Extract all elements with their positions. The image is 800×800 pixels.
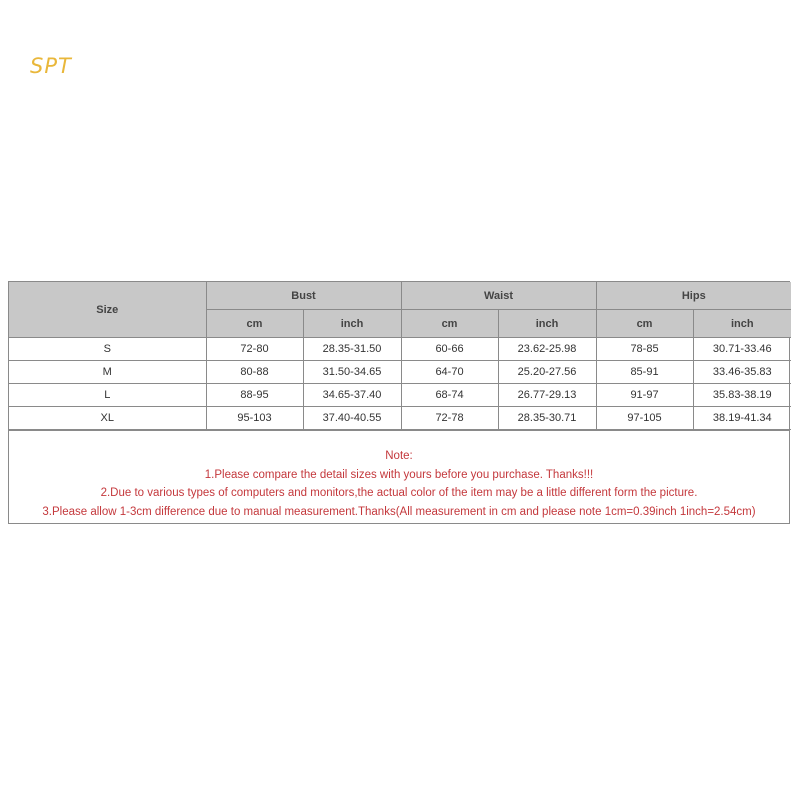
size-label: S <box>9 338 206 361</box>
size-table <box>9 282 791 430</box>
waist-header: Waist <box>401 282 596 310</box>
table-cell: 28.35-30.71 <box>498 407 596 430</box>
notes-title: Note: <box>385 450 413 462</box>
notes-section <box>9 430 789 523</box>
unit-header: cm <box>596 310 693 338</box>
unit-header: inch <box>303 310 401 338</box>
unit-header: inch <box>498 310 596 338</box>
table-cell: 80-88 <box>206 361 303 384</box>
size-label: M <box>9 361 206 384</box>
size-chart <box>8 281 790 524</box>
table-cell: 34.65-37.40 <box>303 384 401 407</box>
note-line: 2.Due to various types of computers and monitors,the actual color of the item may be a little different form the picture. <box>100 487 698 499</box>
table-cell: 31.50-34.65 <box>303 361 401 384</box>
table-cell: 37.40-40.55 <box>303 407 401 430</box>
table-row <box>9 384 791 407</box>
table-cell: 72-80 <box>206 338 303 361</box>
table-row <box>9 338 791 361</box>
table-cell: 23.62-25.98 <box>498 338 596 361</box>
size-label: XL <box>9 407 206 430</box>
hips-header: Hips <box>596 282 791 310</box>
table-cell: 26.77-29.13 <box>498 384 596 407</box>
brand-logo: SPT <box>30 54 72 78</box>
unit-header: cm <box>401 310 498 338</box>
note-line: 3.Please allow 1-3cm difference due to manual measurement.Thanks(All measurement in cm and please note 1cm=0.39inch 1inch=2.54cm) <box>42 505 756 518</box>
table-cell: 68-74 <box>401 384 498 407</box>
table-row <box>9 361 791 384</box>
table-cell: 64-70 <box>401 361 498 384</box>
table-cell: 88-95 <box>206 384 303 407</box>
size-header: Size <box>9 282 206 338</box>
bust-header: Bust <box>206 282 401 310</box>
table-cell: 91-97 <box>596 384 693 407</box>
table-cell: 35.83-38.19 <box>693 384 791 407</box>
table-row <box>9 407 791 430</box>
table-cell: 33.46-35.83 <box>693 361 791 384</box>
unit-header: cm <box>206 310 303 338</box>
note-line: 1.Please compare the detail sizes with yours before you purchase. Thanks!!! <box>204 468 594 481</box>
table-cell: 25.20-27.56 <box>498 361 596 384</box>
table-cell: 72-78 <box>401 407 498 430</box>
header-row-groups <box>9 282 791 310</box>
table-cell: 28.35-31.50 <box>303 338 401 361</box>
table-cell: 85-91 <box>596 361 693 384</box>
size-label: L <box>9 384 206 407</box>
table-cell: 30.71-33.46 <box>693 338 791 361</box>
table-cell: 78-85 <box>596 338 693 361</box>
table-cell: 97-105 <box>596 407 693 430</box>
table-cell: 95-103 <box>206 407 303 430</box>
table-cell: 60-66 <box>401 338 498 361</box>
unit-header: inch <box>693 310 791 338</box>
table-cell: 38.19-41.34 <box>693 407 791 430</box>
